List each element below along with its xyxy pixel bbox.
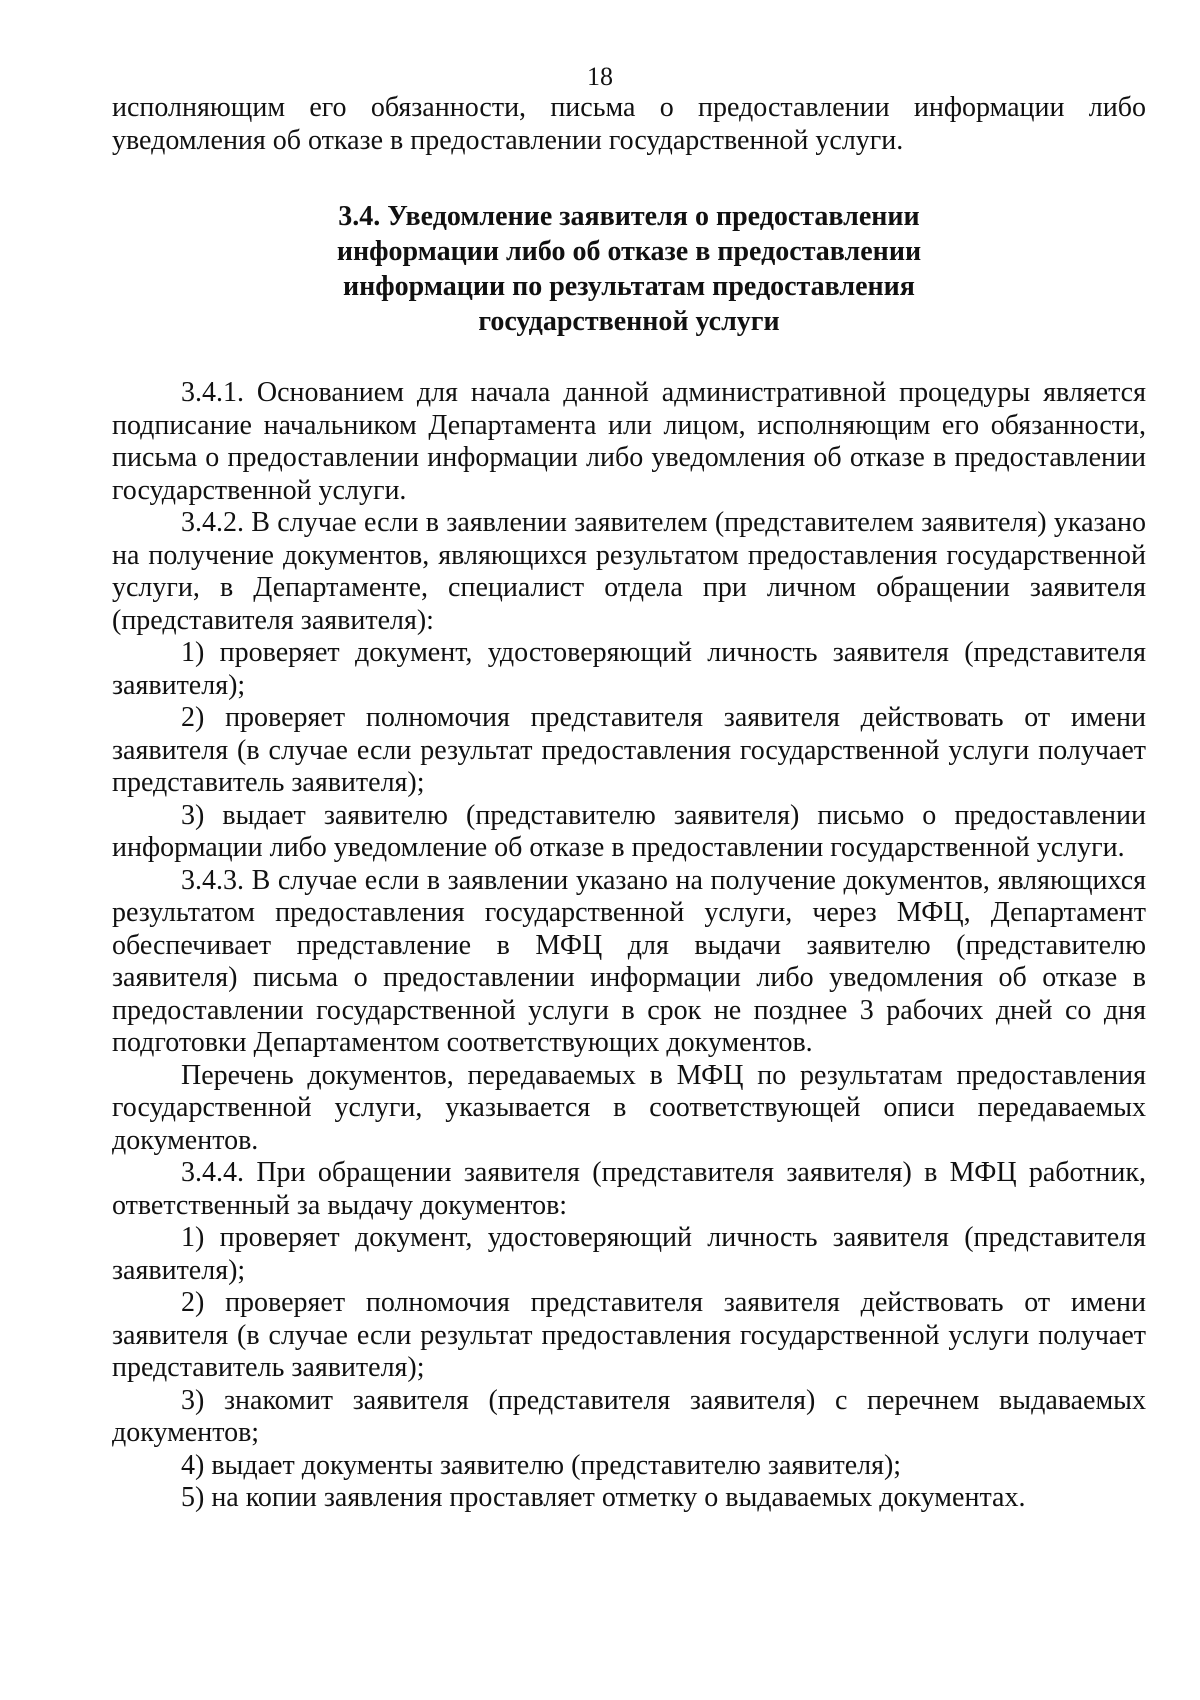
list-item: 2) проверяет полномочия представителя заявителя действовать от имени заявителя (в случае если результат предоставления государственной услуги получает представитель заявителя); <box>112 702 1146 798</box>
page-number: 18 <box>587 62 613 91</box>
section-heading-line: информации по результатам предоставления <box>343 271 915 302</box>
paragraph-document-list: Перечень документов, передаваемых в МФЦ по результатам предоставления государственной услуги, указывается в соответствующей описи передаваемых документов. <box>112 1059 1146 1156</box>
list-item: 3) выдает заявителю (представителю заявителя) письмо о предоставлении информации либо уведомление об отказе в предоставлении государственной услуги. <box>112 799 1146 863</box>
paragraph-3-4-1: 3.4.1. Основанием для начала данной административной процедуры является подписание начальником Департамента или лицом, исполняющим его обязанности, письма о предоставлении информации либо уведомления об отказе в предоставлении государственной услуги. <box>112 377 1146 506</box>
section-heading-line: государственной услуги <box>478 306 780 337</box>
list-item: 5) на копии заявления проставляет отметку о выдаваемых документах. <box>181 1482 1026 1513</box>
continuation-paragraph: исполняющим его обязанности, письма о предоставлении информации либо уведомления об отказе в предоставлении государственной услуги. <box>112 92 1146 156</box>
paragraph-3-4-4: 3.4.4. При обращении заявителя (представителя заявителя) в МФЦ работник, ответственный за выдачу документов: <box>112 1157 1146 1221</box>
document-body <box>112 92 1146 1515</box>
list-item: 4) выдает документы заявителю (представителю заявителя); <box>181 1449 902 1481</box>
paragraph-3-4-2: 3.4.2. В случае если в заявлении заявителем (представителем заявителя) указано на получение документов, являющихся результатом предоставления государственной услуги, в Департаменте, специалист отдела при личном обращении заявителя (представителя заявителя): <box>112 507 1146 636</box>
section-heading-line: 3.4. Уведомление заявителя о предоставлении <box>338 201 920 232</box>
section-heading-line: информации либо об отказе в предоставлении <box>336 236 922 267</box>
list-item: 3) знакомит заявителя (представителя заявителя) с перечнем выдаваемых документов; <box>112 1384 1146 1448</box>
paragraph-3-4-3: 3.4.3. В случае если в заявлении указано на получение документов, являющихся результатом предоставления государственной услуги, через МФЦ, Департамент обеспечивает представление в МФЦ для выдачи заявителю (представителю заявителя) письма о предоставлении информации либо уведомления об отказе в предоставлении государственной услуги в срок не позднее 3 рабочих дней со дня подготовки Департаментом соответствующих документов. <box>112 864 1146 1058</box>
section-heading <box>112 199 1146 339</box>
list-item: 2) проверяет полномочия представителя заявителя действовать от имени заявителя (в случае если результат предоставления государственной услуги получает представитель заявителя); <box>112 1287 1146 1383</box>
list-item: 1) проверяет документ, удостоверяющий личность заявителя (представителя заявителя); <box>112 637 1146 701</box>
list-item: 1) проверяет документ, удостоверяющий личность заявителя (представителя заявителя); <box>112 1222 1146 1286</box>
